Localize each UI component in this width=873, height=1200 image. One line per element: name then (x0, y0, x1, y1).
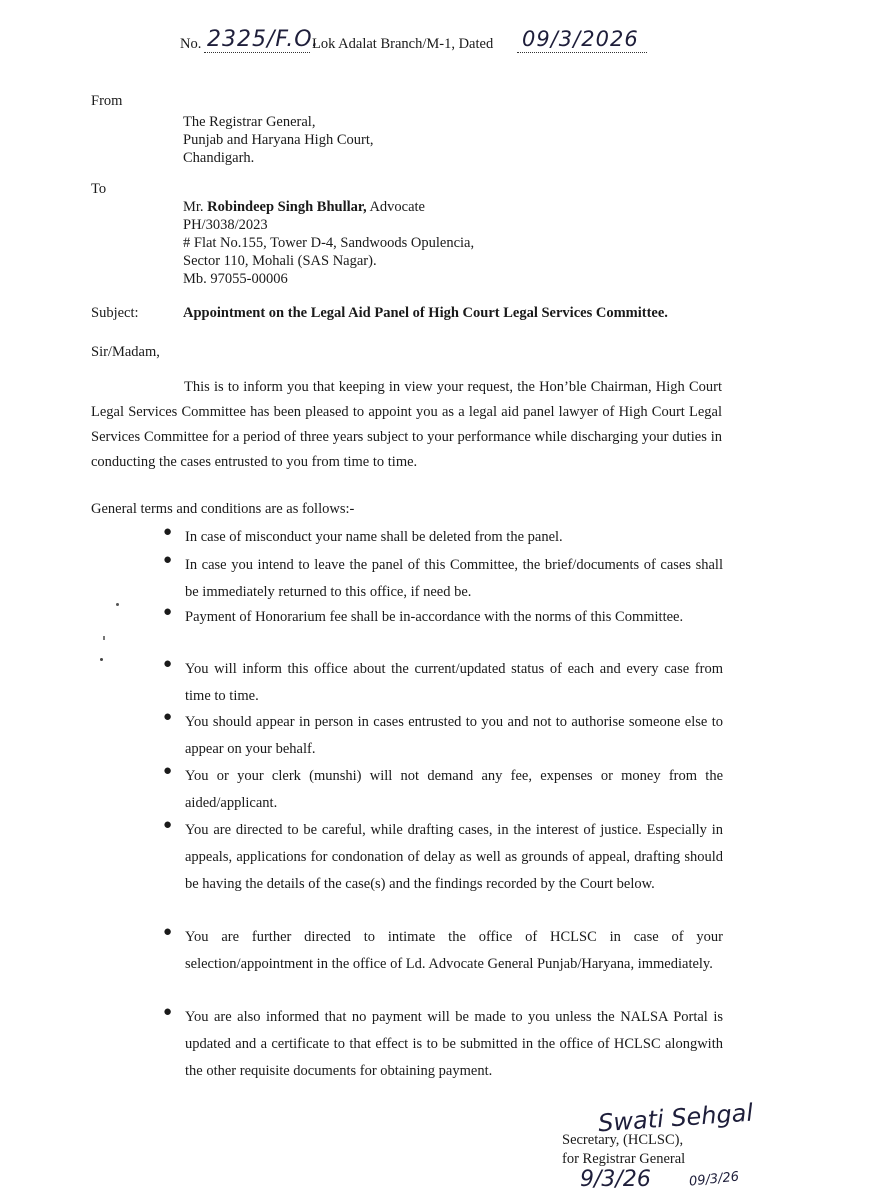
term-text: You or your clerk (munshi) will not demand any fee, expenses or money from the aided/applicant. (185, 768, 723, 811)
term-text: You should appear in person in cases entrusted to you and not to authorise someone else to appear on your behalf. (185, 714, 723, 757)
body-paragraph: This is to inform you that keeping in view your request, the Hon’ble Chairman, High Court Legal Services Committee has been pleased to appoint you as a legal aid panel lawyer of High Court Legal Services Committee for a period of three years subject to your performance while discharging your duties in conducting the cases entrusted to you from time to time. (91, 379, 722, 470)
bullet-icon: ● (163, 709, 173, 725)
from-line-2: Punjab and Haryana High Court, (183, 132, 374, 148)
branch-text: Lok Adalat Branch/M-1, Dated (312, 36, 494, 52)
bullet-icon: ● (163, 524, 173, 540)
bullet-icon: ● (163, 604, 173, 620)
handwritten-initial-date: 09/3/26 (688, 1169, 740, 1190)
signatory-designation: for Registrar General (562, 1151, 686, 1167)
salutation: Sir/Madam, (91, 344, 160, 360)
number-underline (204, 52, 310, 53)
subject-text: Appointment on the Legal Aid Panel of High Court Legal Services Committee. (183, 305, 668, 321)
term-text: In case you intend to leave the panel of this Committee, the brief/documents of cases shall be immediately returned to this office, if need be. (185, 557, 723, 600)
bullet-icon: ● (163, 1004, 173, 1020)
signatory-title: Secretary, (HCLSC), (562, 1132, 684, 1148)
handwritten-signature: Swati Sehgal (597, 1098, 754, 1138)
addressee-name: Robindeep Singh Bhullar, (207, 199, 367, 215)
bullet-icon: ● (163, 763, 173, 779)
date-underline (517, 52, 647, 53)
addressee-title: Advocate (369, 199, 425, 215)
from-label: From (91, 93, 123, 109)
bullet-icon: ● (163, 817, 173, 833)
addressee-line-2: # Flat No.155, Tower D-4, Sandwoods Opulencia, (183, 235, 475, 251)
term-text: You will inform this office about the current/updated status of each and every case from time to time. (185, 661, 723, 704)
term-text: You are also informed that no payment will be made to you unless the NALSA Portal is updated and a certificate to that effect is to be submitted in the office of HCLSC alongwith the other requisite documents for obtaining payment. (185, 1009, 723, 1079)
handwritten-signature-date: 9/3/26 (580, 1167, 651, 1192)
term-text: You are further directed to intimate the office of HCLSC in case of your selection/appointment in the office of Ld. Advocate General Punjab/Haryana, immediately. (185, 929, 723, 972)
bullet-icon: ● (163, 552, 173, 568)
addressee-name-line (183, 199, 425, 216)
letter-number-line (180, 36, 201, 53)
subject-label: Subject: (91, 305, 139, 321)
term-text: In case of misconduct your name shall be deleted from the panel. (185, 529, 563, 545)
number-label: No. (180, 36, 202, 52)
to-label: To (91, 181, 107, 197)
bullet-icon: ● (163, 924, 173, 940)
terms-intro: General terms and conditions are as follows:- (91, 501, 355, 517)
scan-speck (100, 658, 103, 661)
term-text: You are directed to be careful, while drafting cases, in the interest of justice. Especially in appeals, applications for condonation of delay as well as grounds of appeal, drafting should be having the details of the case(s) and the findings recorded by the Court below. (185, 822, 723, 892)
addressee-line-4: Mb. 97055-00006 (183, 271, 288, 287)
handwritten-number: 2325/F.O. (207, 27, 320, 52)
from-line-1: The Registrar General, (183, 114, 316, 130)
scan-speck (116, 603, 119, 606)
addressee-line-1: PH/3038/2023 (183, 217, 268, 233)
bullet-icon: ● (163, 656, 173, 672)
term-text: Payment of Honorarium fee shall be in-accordance with the norms of this Committee. (185, 609, 684, 625)
addressee-prefix: Mr. (183, 199, 204, 215)
handwritten-date: 09/3/2026 (522, 27, 639, 51)
from-line-3: Chandigarh. (183, 150, 255, 166)
scan-speck (103, 636, 105, 640)
addressee-line-3: Sector 110, Mohali (SAS Nagar). (183, 253, 377, 269)
